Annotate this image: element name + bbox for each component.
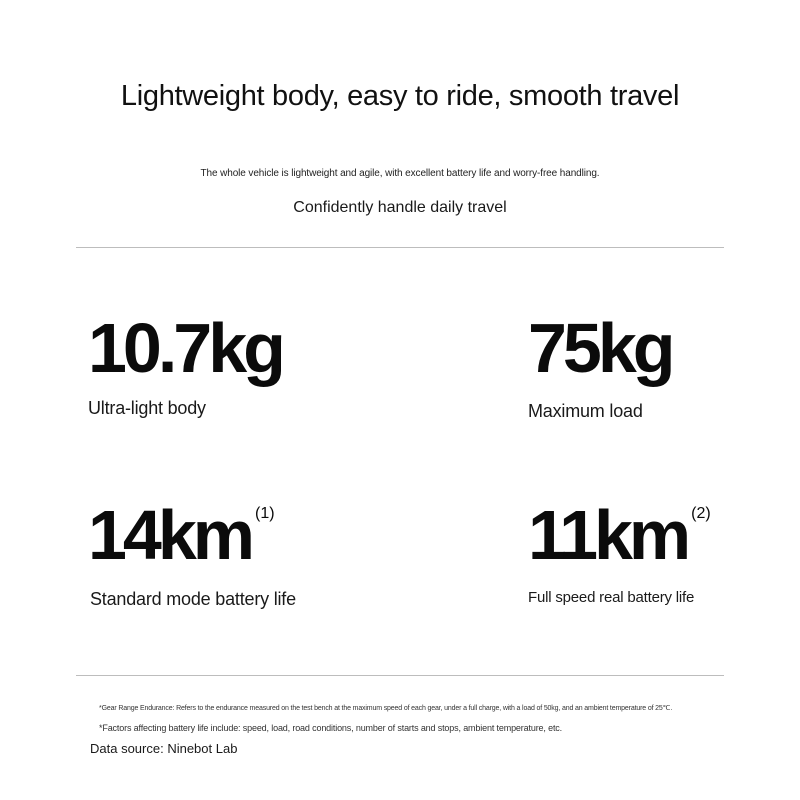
stat-full-speed-range-value (528, 496, 711, 574)
stat-standard-range-label: Standard mode battery life (90, 589, 296, 609)
footnote-range-endurance: *Gear Range Endurance: Refers to the endurance measured on the test bench at the maximum speed of each gear, under a full charge, with a load of 50kg, and an ambient temperature of 25℃. (99, 705, 673, 712)
stat-standard-range-number: 14km (88, 496, 252, 574)
stat-weight-value (88, 309, 282, 387)
stat-load-label: Maximum load (528, 401, 643, 421)
stat-load-number: 75kg (528, 309, 672, 387)
footnote-marker-1: (1) (255, 505, 275, 522)
description-text: The whole vehicle is lightweight and agile, with excellent battery life and worry-free handling. (200, 168, 600, 179)
stat-load-value (528, 309, 672, 387)
data-source: Data source: Ninebot Lab (90, 741, 238, 756)
stat-weight-number: 10.7kg (88, 309, 282, 387)
headline: Lightweight body, easy to ride, smooth travel (120, 80, 680, 112)
top-divider (76, 247, 724, 248)
stat-full-speed-range-label: Full speed real battery life (528, 589, 695, 606)
stat-full-speed-range-number: 11km (528, 496, 688, 574)
footnote-marker-2: (2) (691, 505, 711, 522)
stat-weight-label: Ultra-light body (88, 398, 206, 418)
tagline: Confidently handle daily travel (293, 199, 507, 216)
footnote-battery-factors: *Factors affecting battery life include: speed, load, road conditions, number of starts and stops, ambient temperature, etc. (99, 723, 562, 733)
bottom-divider (76, 675, 724, 676)
stat-standard-range-value (88, 496, 275, 574)
